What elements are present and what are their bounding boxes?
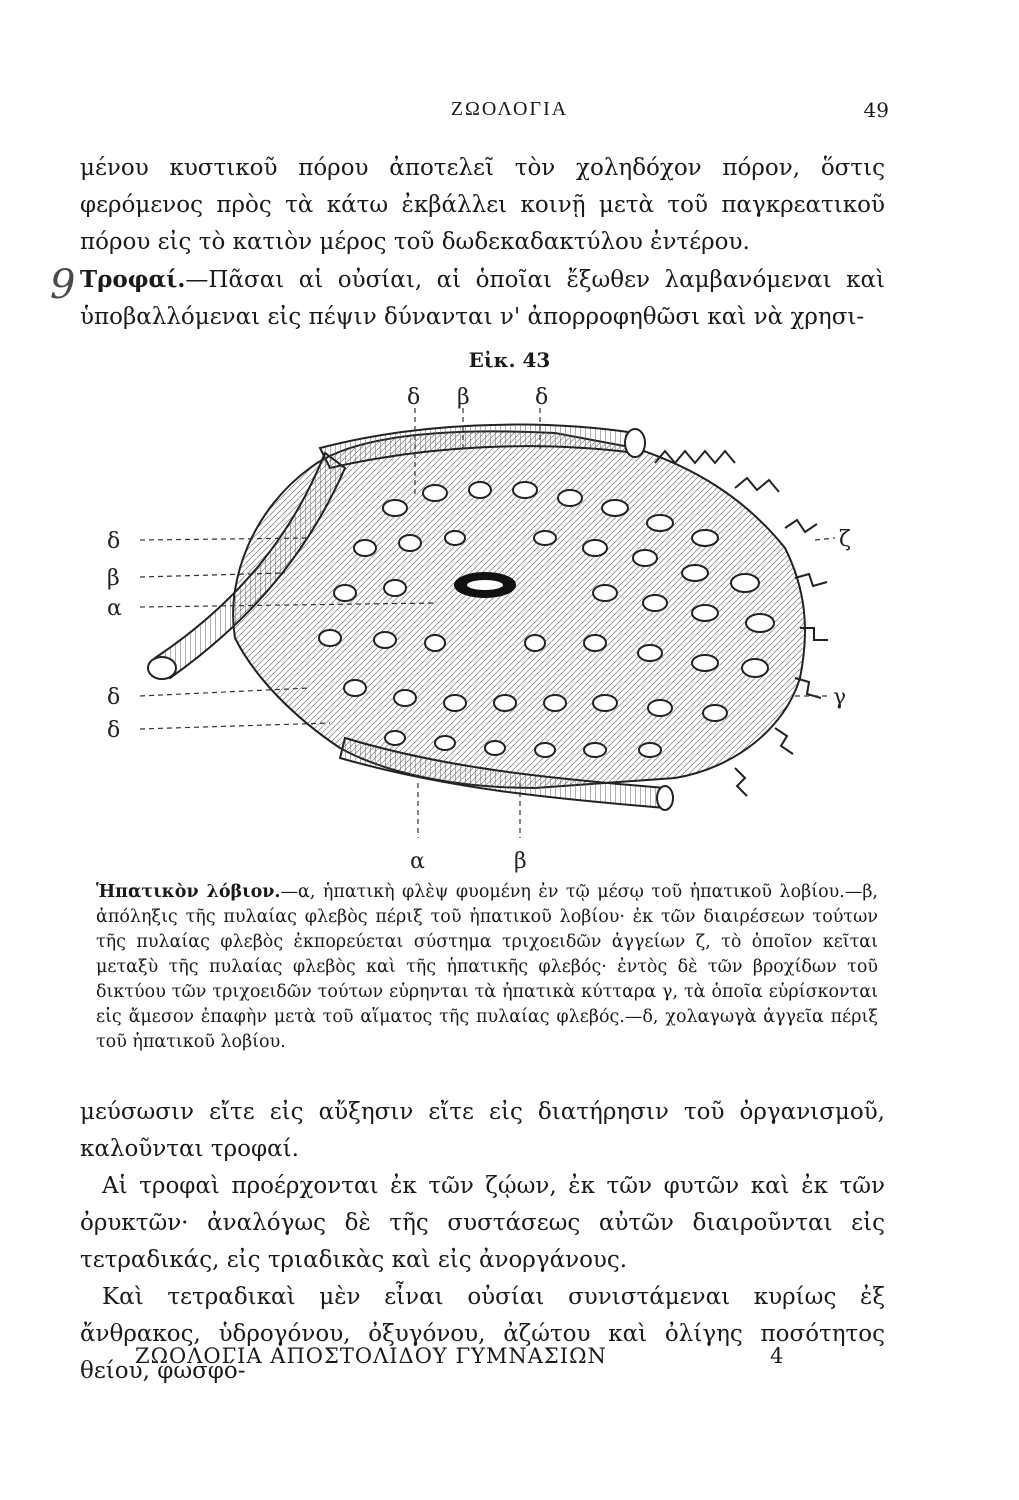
label-left-4: δ [107, 685, 121, 710]
label-top-2: β [457, 385, 470, 410]
paragraph-3: Καὶ τετραδικαὶ μὲν εἶναι οὐσίαι συνιστάμεναι κυρίως ἐξ ἄνθρακος, ὑδρογόνου, ὀξυγόνου, ἀζώτου καὶ ὀλίγης ποσότητος θείου, φωσφό- [80, 1284, 885, 1384]
top-paragraph-text: μένου κυστικοῦ πόρου ἀποτελεῖ τὸν χοληδόχον πόρον, ὅστις φερόμενος πρὸς τὰ κάτω ἐκβάλλει κοινῇ μετὰ τοῦ παγκρεατικοῦ πόρου εἰς τὸ κατιὸν μέρος τοῦ δωδεκαδακτύλου ἐντέρου. [80, 155, 885, 255]
paragraph-1: μεύσωσιν εἴτε εἰς αὔξησιν εἴτε εἰς διατήρησιν τοῦ ὀργανισμοῦ, καλοῦνται τροφαί. [80, 1099, 885, 1162]
caption-text: —α, ἡπατικὴ φλὲψ φυομένη ἐν τῷ μέσῳ τοῦ ἡπατικοῦ λοβίου.—β, ἀπόληξις τῆς πυλαίας φλεβὸς πέριξ τοῦ ἡπατικοῦ λοβίου· ἐκ τῶν διαιρέσεων τούτων τῆς πυλαίας φλεβὸς ἐκπορεύεται σύστημα τριχοειδῶν ἀγγείων ζ, τὸ ὁποῖον κεῖται μεταξὺ τῆς πυλαίας φλεβὸς καὶ τῆς ἡπατικῆς φλεβός· ἐντὸς δὲ τῶν βροχίδων τοῦ δικτύου τῶν τριχοειδῶν τούτων εὑρηνται τὰ ἡπατικὰ κύτταρα γ, τὰ ὁποῖα εὑρίσκονται εἰς ἄμεσον ἐπαφὴν μετὰ τοῦ αἵματος τῆς πυλαίας φλεβός.—δ, χολαγωγὰ ἀγγεῖα πέριξ τοῦ ἡπατικοῦ λοβίου. [96, 882, 878, 1052]
caption-heading: Ἡπατικὸν λόβιον. [96, 882, 281, 902]
portal-vein-left-end [148, 657, 176, 679]
label-bottom-1: α [410, 849, 425, 874]
page-number: 49 [863, 98, 889, 122]
footer-sheet-number: 4 [770, 1344, 784, 1368]
footer-title: ΖΩΟΛΟΓΙΑ ΑΠΟΣΤΟΛΙΔΟΥ ΓΥΜΝΑΣΙΩΝ [135, 1344, 607, 1368]
label-left-3: α [107, 596, 122, 621]
portal-vein-top-end [625, 429, 645, 457]
label-top-3: δ [535, 385, 549, 410]
top-paragraph [80, 150, 885, 336]
label-bottom-2: β [514, 849, 527, 874]
section-text: —Πᾶσαι αἱ οὐσίαι, αἱ ὁποῖαι ἔξωθεν λαμβανόμεναι καὶ ὑποβαλλόμεναι εἰς πέψιν δύνανται ν' ἀπορροφηθῶσι καὶ νὰ χρησι- [80, 267, 885, 330]
label-right-1: ζ [839, 527, 851, 552]
portal-vein-bottom-end [657, 786, 673, 810]
section-heading: Τροφαί. [80, 266, 186, 293]
figure-title: Εἰκ. 43 [468, 348, 551, 372]
liver-lobule-figure [95, 378, 875, 878]
figure-caption [96, 880, 878, 1055]
label-left-5: δ [107, 718, 121, 743]
central-vein-lumen [467, 580, 503, 590]
margin-note: 9 [50, 262, 76, 308]
label-left-1: δ [107, 529, 121, 554]
label-right-2: γ [833, 685, 847, 710]
label-left-2: β [107, 566, 120, 591]
running-header: ΖΩΟΛΟΓΙΑ [450, 98, 569, 120]
label-top-1: δ [407, 385, 421, 410]
paragraph-2: Αἱ τροφαὶ προέρχονται ἐκ τῶν ζῴων, ἐκ τῶν φυτῶν καὶ ἐκ τῶν ὀρυκτῶν· ἀναλόγως δὲ τῆς συστάσεως αὐτῶν διαιροῦνται εἰς τετραδικάς, εἰς τριαδικὰς καὶ εἰς ἀνοργάνους. [80, 1173, 885, 1273]
